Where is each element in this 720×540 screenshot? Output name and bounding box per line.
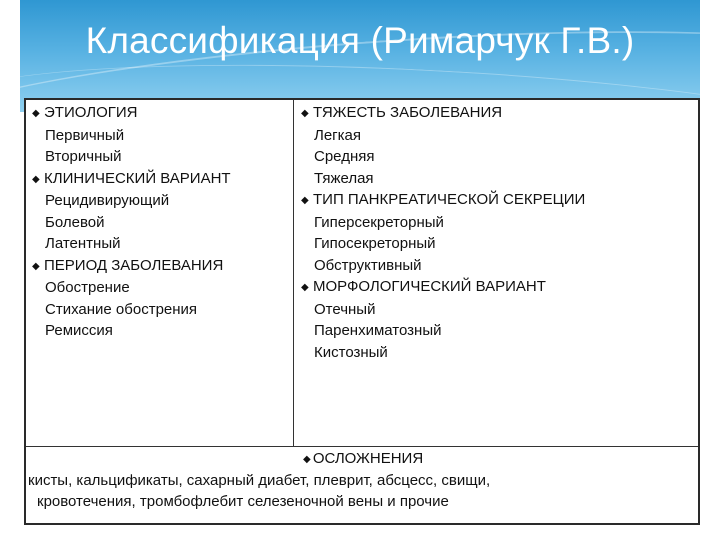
diamond-bullet-icon: ◆ <box>301 282 309 293</box>
column-divider <box>293 100 294 446</box>
diamond-bullet-icon: ◆ <box>32 260 40 272</box>
list-item: Ремиссия <box>45 322 113 339</box>
list-item: Болевой <box>45 213 105 231</box>
row-divider <box>26 446 698 447</box>
list-item: Рецидивирующий <box>45 192 170 209</box>
section-heading: ◆ ТИП ПАНКРЕАТИЧЕСКОЙ СЕКРЕЦИИ <box>301 189 697 212</box>
list-item: Обструктивный <box>314 256 422 274</box>
complications-section <box>26 448 698 512</box>
list-item: Гиперсекреторный <box>314 213 444 231</box>
section-heading: ◆ ЭТИОЛОГИЯ <box>32 102 290 125</box>
list-item: Вторичный <box>45 148 122 165</box>
section-heading: ◆ ТЯЖЕСТЬ ЗАБОЛЕВАНИЯ <box>301 102 697 125</box>
diamond-bullet-icon: ◆ <box>32 108 40 119</box>
diamond-bullet-icon: ◆ <box>32 173 40 185</box>
list-item: Обострение <box>45 279 130 296</box>
section-heading: ◆ МОРФОЛОГИЧЕСКИЙ ВАРИАНТ <box>301 276 697 299</box>
complications-text: кровотечения, тромбофлебит селезеночной вены и прочие <box>37 493 449 510</box>
diamond-bullet-icon: ◆ <box>301 195 309 206</box>
diamond-bullet-icon: ◆ <box>302 454 311 465</box>
list-item: Кистозный <box>314 343 388 361</box>
section-heading: ◆ ПЕРИОД ЗАБОЛЕВАНИЯ <box>32 255 290 278</box>
list-item: Средняя <box>314 148 375 165</box>
list-item: Первичный <box>45 126 125 144</box>
right-column <box>301 102 697 363</box>
classification-table <box>24 98 700 525</box>
complications-text: кисты, кальцификаты, сахарный диабет, плеврит, абсцесс, свищи, <box>28 472 491 489</box>
list-item: Отечный <box>314 300 376 318</box>
slide-title: Классификация (Римарчук Г.В.) <box>85 20 635 61</box>
left-column <box>32 102 290 342</box>
list-item: Паренхиматозный <box>314 322 442 339</box>
list-item: Стихание обострения <box>45 300 198 318</box>
list-item: Гипосекреторный <box>314 235 436 252</box>
list-item: Тяжелая <box>314 169 374 187</box>
list-item: Латентный <box>45 235 121 252</box>
section-heading: ◆ ОСЛОЖНЕНИЯ <box>26 448 698 470</box>
section-heading: ◆ КЛИНИЧЕСКИЙ ВАРИАНТ <box>32 168 290 191</box>
list-item: Легкая <box>314 126 362 144</box>
diamond-bullet-icon: ◆ <box>301 108 309 119</box>
